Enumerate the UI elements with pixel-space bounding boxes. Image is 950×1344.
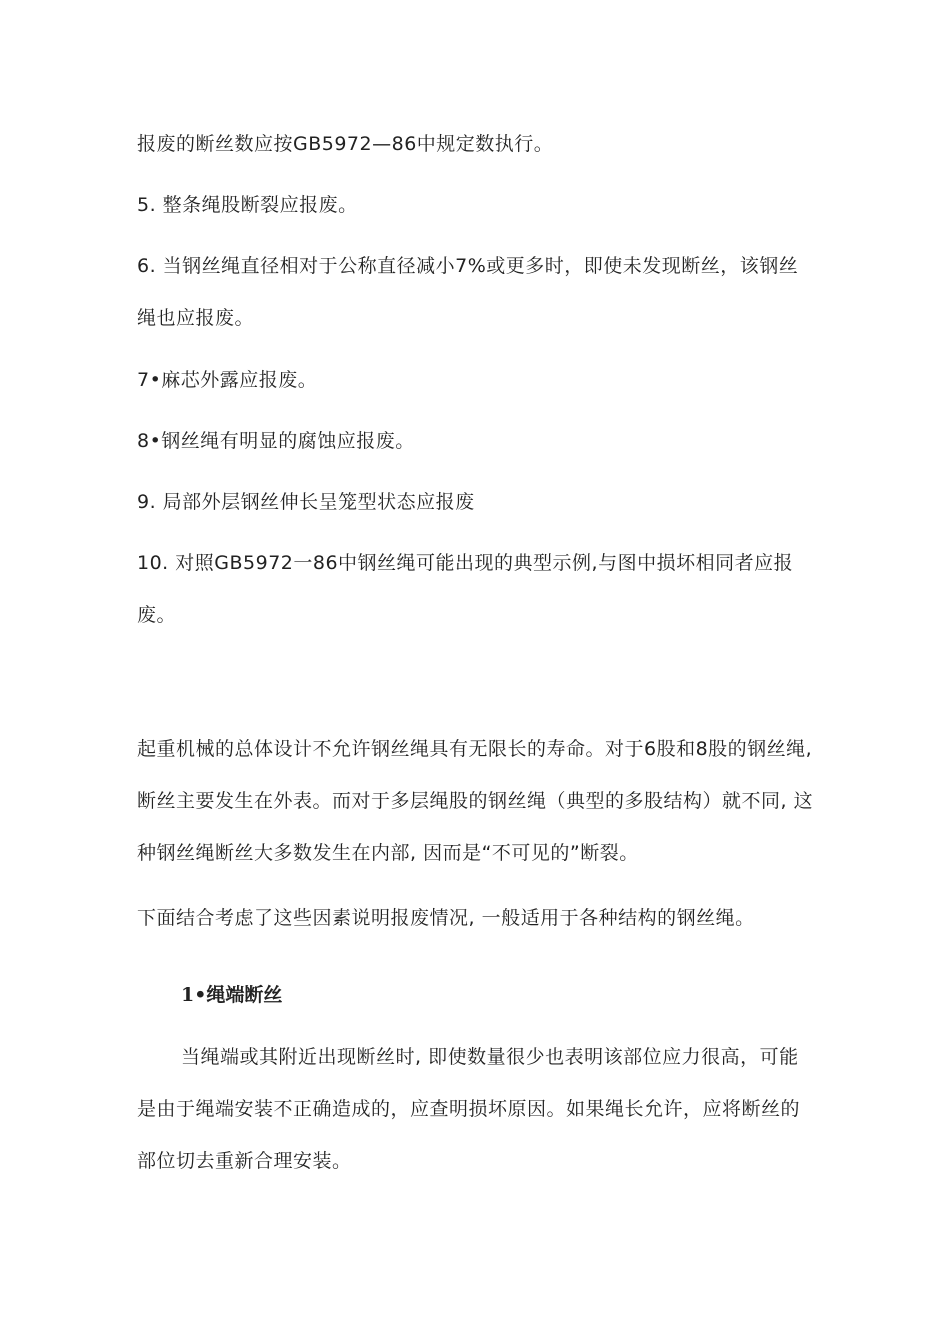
paragraph-design-life: 起重机械的总体设计不允许钢丝绳具有无限长的寿命。对于6股和8股的钢丝绳, 断丝主要发生在外表。而对于多层绳股的钢丝绳（典型的多股结构）就不同, 这种钢丝绳断丝大多数发生在内部, 因而是“不可见的”断裂。 [137, 738, 814, 864]
section-heading: 1•绳端断丝 [181, 984, 283, 1006]
paragraph-item-7: 7•麻芯外露应报废。 [137, 369, 318, 391]
section-body: 当绳端或其附近出现断丝时, 即使数量很少也表明该部位应力很高，可能是由于绳端安装不正确造成的，应查明损坏原因。如果绳长允许，应将断丝的部位切去重新合理安装。 [137, 1046, 801, 1172]
paragraph-item-8: 8•钢丝绳有明显的腐蚀应报废。 [137, 430, 415, 452]
paragraph-item-9: 9. 局部外层钢丝伸长呈笼型状态应报废 [137, 491, 475, 513]
paragraph-scrap-intro: 下面结合考虑了这些因素说明报废情况, 一般适用于各种结构的钢丝绳。 [137, 907, 755, 929]
paragraph-item-10: 10. 对照GB5972一86中钢丝绳可能出现的典型示例,与图中损坏相同者应报废。 [137, 552, 794, 626]
paragraph-item-5: 5. 整条绳股断裂应报废。 [137, 194, 358, 216]
paragraph-item-6: 6. 当钢丝绳直径相对于公称直径减小7%或更多时，即使未发现断丝，该钢丝绳也应报废。 [137, 255, 799, 329]
paragraph-scrap-count: 报废的断丝数应按GB5972—86中规定数执行。 [137, 133, 554, 155]
